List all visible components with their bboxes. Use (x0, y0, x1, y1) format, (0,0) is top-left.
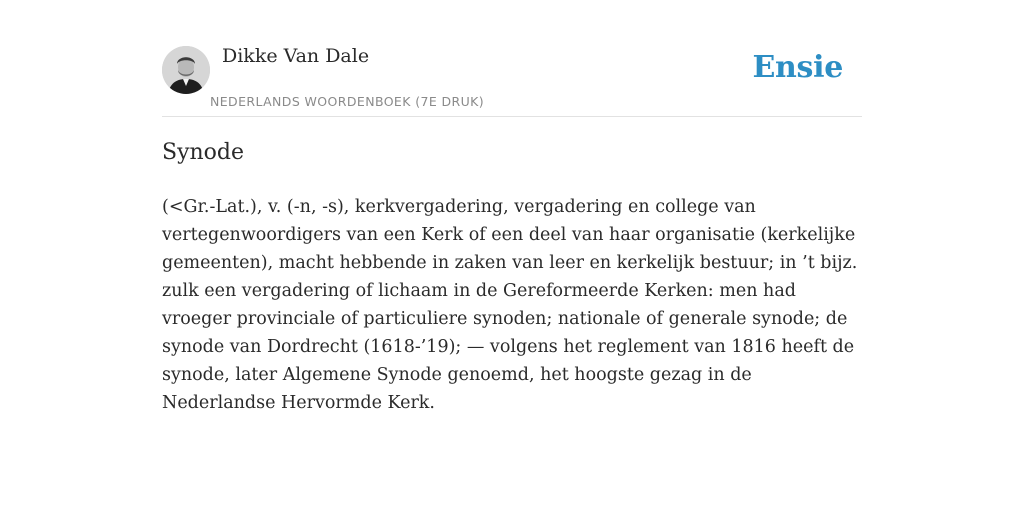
source-label[interactable]: NEDERLANDS WOORDENBOEK (7E DRUK) (210, 94, 485, 109)
portrait-icon (162, 46, 210, 94)
author-name[interactable]: Dikke Van Dale (222, 45, 370, 67)
entry-title: Synode (162, 140, 245, 165)
header (162, 44, 862, 117)
brand-logo[interactable]: Ensie (752, 50, 843, 85)
author-avatar[interactable] (162, 46, 210, 94)
entry-definition: (<Gr.-Lat.), v. (-n, -s), kerkvergadering, vergadering en college van vertegenwoordigers van een Kerk of een deel van haar organisatie (kerkelijke gemeenten), macht hebbende in zaken van leer en kerkelijk bestuur; in ’t bijz. zulk een vergadering of lichaam in de Gereformeerde Kerken: men had vroeger provinciale of particuliere synoden; nationale of generale synode; de synode van Dordrecht (1618-’19); — volgens het reglement van 1816 heeft de synode, later Algemene Synode genoemd, het hoogste gezag in de Nederlandse Hervormde Kerk. (162, 197, 858, 413)
